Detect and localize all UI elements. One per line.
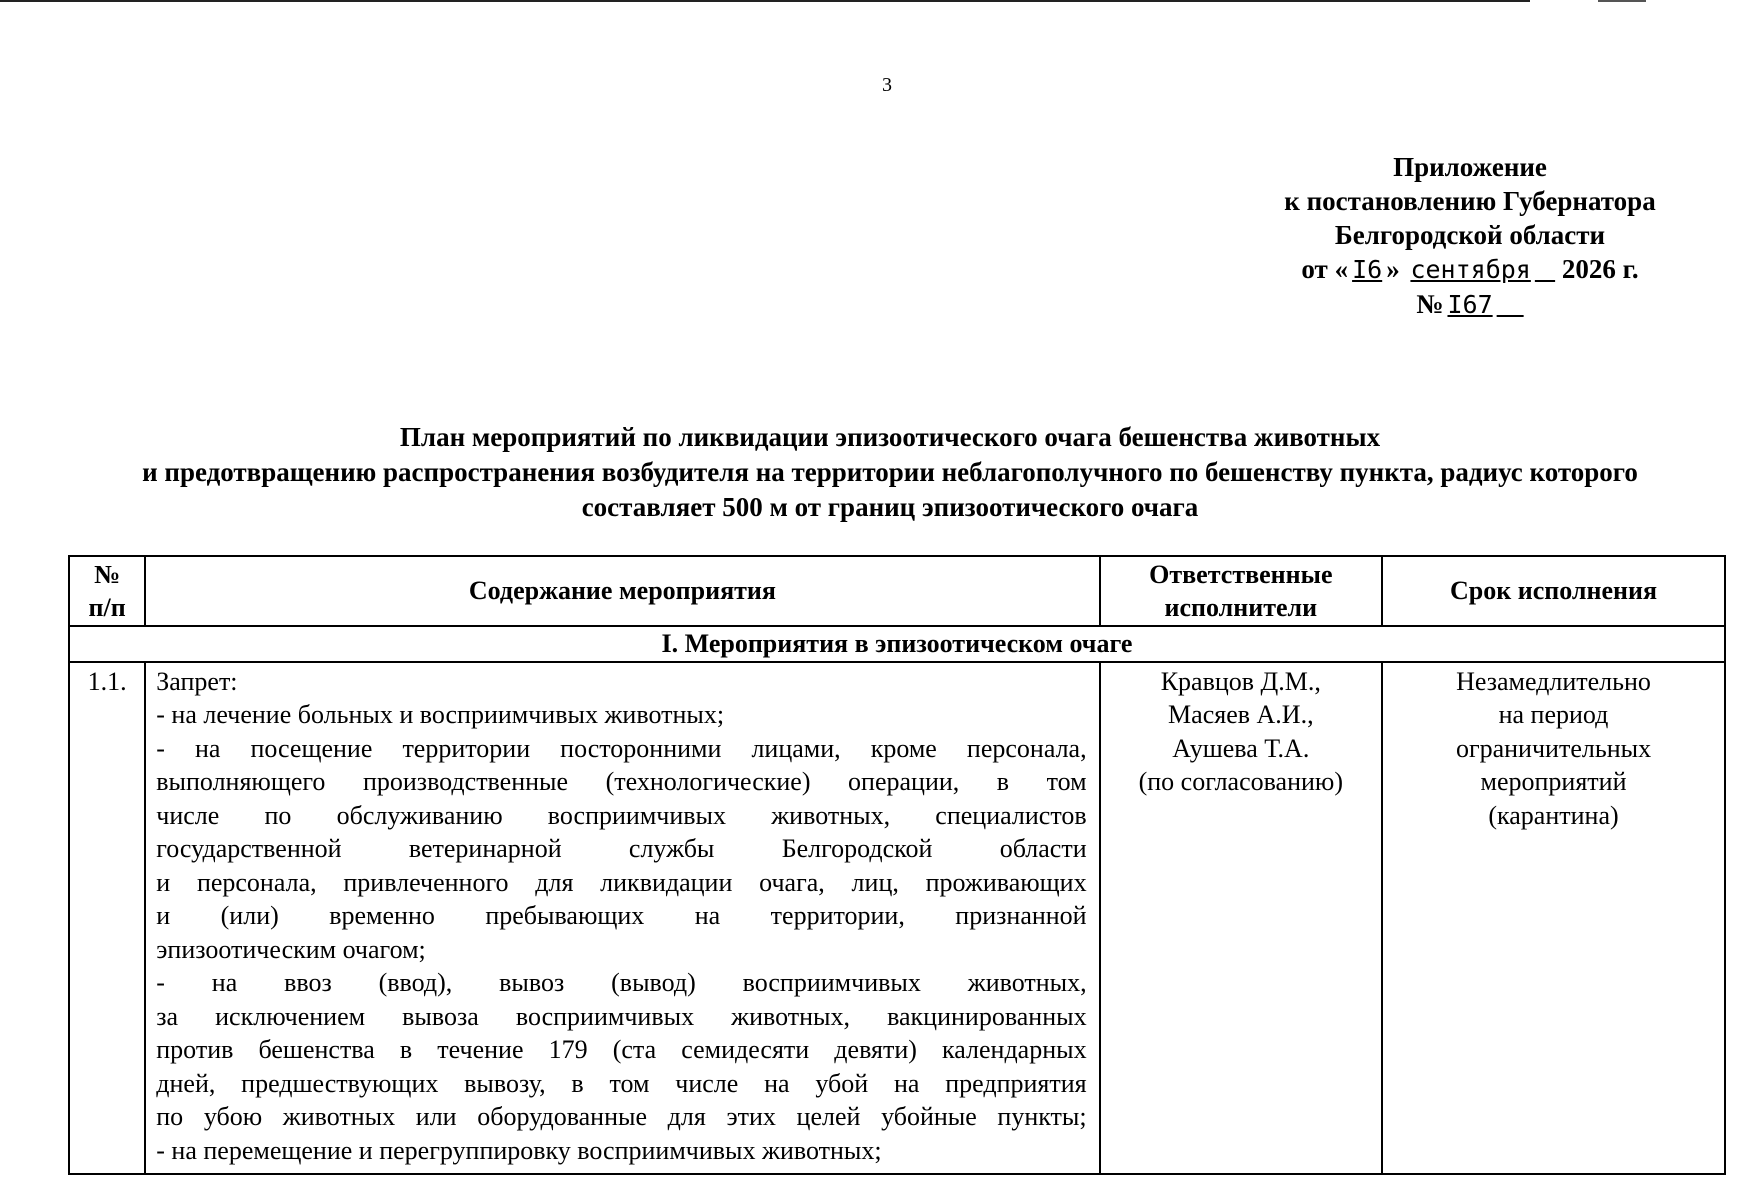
top-scan-border bbox=[0, 0, 1530, 2]
content-line: эпизоотическим очагом; bbox=[156, 934, 426, 964]
content-line: выполняющего производственные (технологические) операции, в том bbox=[156, 767, 1087, 796]
header-term: Срок исполнения bbox=[1382, 556, 1725, 626]
responsible-note: (по согласованию) bbox=[1138, 767, 1344, 796]
header-responsible bbox=[1100, 556, 1382, 626]
term-line: Незамедлительно bbox=[1456, 666, 1651, 696]
table-row bbox=[69, 662, 1725, 1174]
header-number-abbr: п/п bbox=[88, 593, 126, 622]
appendix-region: Белгородской области bbox=[1334, 220, 1606, 250]
page-number: 3 bbox=[882, 74, 892, 96]
header-number-sign: № bbox=[94, 559, 121, 589]
appendix-subtitle: к постановлению Губернатора bbox=[1284, 186, 1656, 216]
content-line: государственной ветеринарной службы Белгородской области bbox=[156, 834, 1087, 863]
term-line: (карантина) bbox=[1488, 800, 1619, 830]
table-header-row bbox=[69, 556, 1725, 626]
number-prefix: № bbox=[1416, 289, 1444, 319]
date-day-close: » bbox=[1386, 254, 1400, 284]
number-value: I67 bbox=[1447, 290, 1493, 319]
row-content bbox=[145, 662, 1099, 1174]
plan-title-line: и предотвращению распространения возбудителя на территории неблагополучного по бешенству пункта, радиус которого bbox=[142, 457, 1638, 487]
content-line: Запрет: bbox=[156, 666, 238, 696]
date-month: сентября bbox=[1410, 255, 1531, 284]
content-line: и персонала, привлеченного для ликвидации очага, лиц, проживающих bbox=[156, 867, 1087, 897]
header-number bbox=[69, 556, 145, 626]
row-number: 1.1. bbox=[69, 662, 145, 1174]
date-year: 2026 г. bbox=[1561, 254, 1639, 284]
plan-title-line: составляет 500 м от границ эпизоотического очага bbox=[581, 492, 1199, 522]
content-line: против бешенства в течение 179 (ста семидесяти девяти) календарных bbox=[156, 1035, 1087, 1064]
content-line: за исключением вывоза восприимчивых животных, вакцинированных bbox=[156, 1001, 1087, 1031]
date-prefix: от « bbox=[1301, 254, 1349, 284]
content-line: по убою животных или оборудованные для этих целей убойные пункты; bbox=[156, 1102, 1087, 1131]
header-content: Содержание мероприятия bbox=[145, 556, 1099, 626]
term-line: ограничительных bbox=[1455, 733, 1652, 763]
section-row bbox=[69, 626, 1725, 662]
appendix-block bbox=[1255, 150, 1685, 322]
content-line: числе по обслуживанию восприимчивых животных, специалистов bbox=[156, 800, 1087, 830]
content-line: - на перемещение и перегруппировку восприимчивых животных; bbox=[156, 1135, 882, 1165]
appendix-date bbox=[1255, 252, 1685, 287]
appendix-title: Приложение bbox=[1393, 152, 1547, 182]
plan-title bbox=[40, 420, 1740, 525]
top-scan-border-fragment bbox=[1598, 0, 1646, 2]
content-line: - на посещение территории посторонними лицами, кроме персонала, bbox=[156, 733, 1087, 763]
plan-title-line: План мероприятий по ликвидации эпизоотического очага бешенства животных bbox=[399, 422, 1381, 452]
appendix-number bbox=[1255, 287, 1685, 322]
row-term bbox=[1382, 662, 1725, 1174]
header-responsible-line: Ответственные bbox=[1149, 559, 1333, 589]
row-responsible bbox=[1100, 662, 1382, 1174]
header-responsible-line: исполнители bbox=[1164, 593, 1318, 622]
term-line: мероприятий bbox=[1480, 767, 1627, 796]
section-title: I. Мероприятия в эпизоотическом очаге bbox=[69, 626, 1725, 662]
content-line: и (или) временно пребывающих на территории, признанной bbox=[156, 901, 1087, 930]
term-line: на период bbox=[1498, 700, 1609, 729]
responsible-person: Масяев А.И., bbox=[1168, 700, 1314, 729]
responsible-person: Кравцов Д.М., bbox=[1160, 666, 1321, 696]
content-line: дней, предшествующих вывозу, в том числе на убой на предприятия bbox=[156, 1068, 1087, 1098]
plan-table bbox=[68, 555, 1726, 1175]
content-line: - на лечение больных и восприимчивых животных; bbox=[156, 700, 725, 729]
content-line: - на ввоз (ввод), вывоз (вывод) восприимчивых животных, bbox=[156, 968, 1087, 997]
date-day: I6 bbox=[1352, 255, 1383, 284]
responsible-person: Аушева Т.А. bbox=[1172, 733, 1310, 763]
